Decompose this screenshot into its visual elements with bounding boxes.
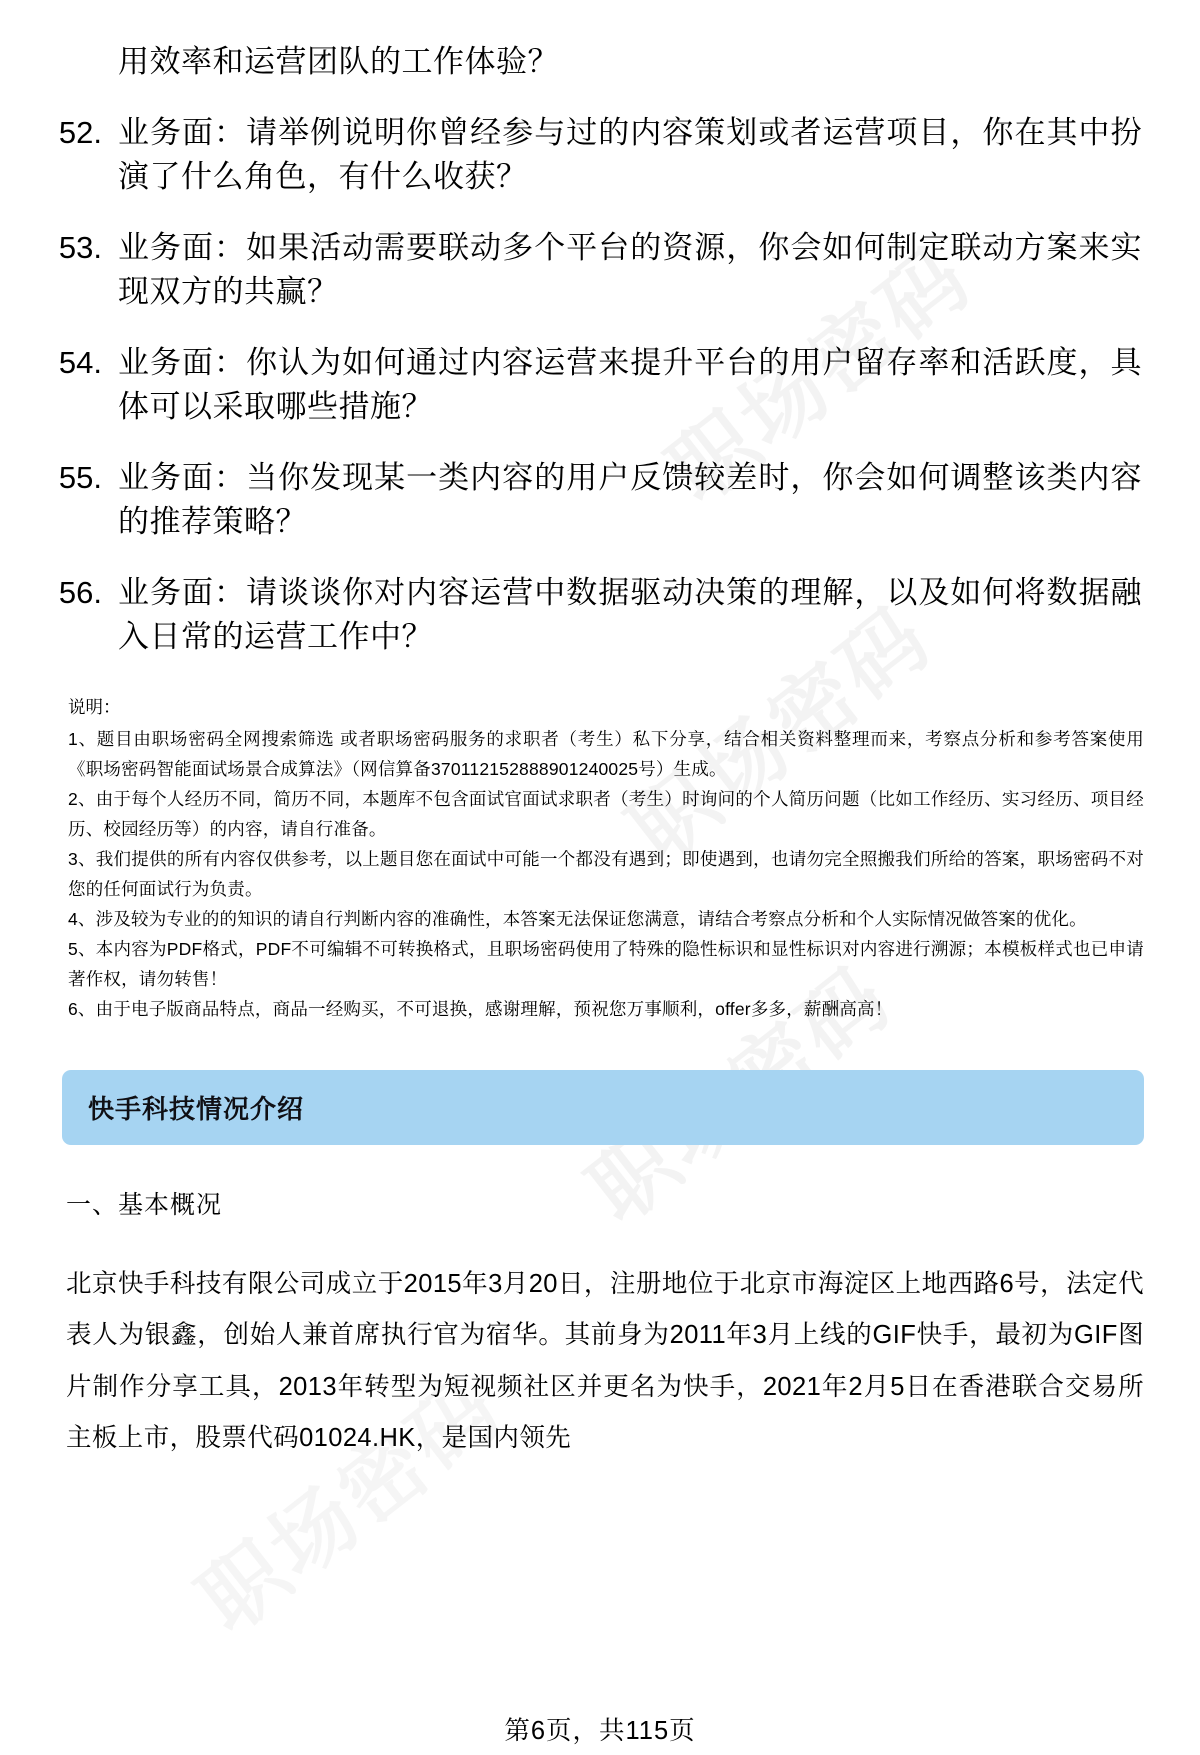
notes-title: 说明： <box>68 697 121 718</box>
question-text: 业务面：请谈谈你对内容运营中数据驱动决策的理解，以及如何将数据融入日常的运营工作中？ <box>118 575 1142 655</box>
page-footer: 第6页，共115页 <box>504 1717 696 1745</box>
section-banner: 快手科技情况介绍 <box>62 1070 1144 1145</box>
notes-list <box>68 724 1144 1025</box>
question-item <box>0 456 1200 544</box>
question-number: 55. <box>58 460 102 496</box>
note-item: 5、本内容为PDF格式，PDF不可编辑不可转换格式，且职场密码使用了特殊的隐性标识和显性标识对内容进行溯源；本模板样式也已申请著作权，请勿转售！ <box>68 939 1144 990</box>
question-number: 56. <box>58 575 102 611</box>
question-list <box>0 111 1200 659</box>
notes-block <box>0 693 1200 1024</box>
question-item <box>0 226 1200 314</box>
note-item: 6、由于电子版商品特点，商品一经购买，不可退换，感谢理解，预祝您万事顺利，offer多多，薪酬高高！ <box>68 999 893 1020</box>
question-item <box>0 111 1200 199</box>
note-item: 4、涉及较为专业的的知识的请自行判断内容的准确性，本答案无法保证您满意，请结合考察点分析和个人实际情况做答案的优化。 <box>68 909 1087 930</box>
note-item: 3、我们提供的所有内容仅供参考，以上题目您在面试中可能一个都没有遇到；即使遇到，也请勿完全照搬我们所给的答案，职场密码不对您的任何面试行为负责。 <box>68 848 1144 899</box>
question-text: 业务面：你认为如何通过内容运营来提升平台的用户留存率和活跃度，具体可以采取哪些措施？ <box>118 345 1142 425</box>
section-subtitle: 一、基本概况 <box>66 1191 223 1220</box>
note-item: 1、题目由职场密码全网搜索筛选 或者职场密码服务的求职者（考生）私下分享，结合相关资料整理而来，考察点分析和参考答案使用《职场密码智能面试场景合成算法》（网信算备370112152888901240025号）生成。 <box>68 728 1144 779</box>
question-number: 52. <box>58 115 102 151</box>
question-item <box>0 571 1200 659</box>
question-text: 业务面：如果活动需要联动多个平台的资源，你会如何制定联动方案来实现双方的共赢？ <box>118 230 1142 310</box>
note-item: 2、由于每个人经历不同，简历不同，本题库不包含面试官面试求职者（考生）时询问的个人简历问题（比如工作经历、实习经历、项目经历、校园经历等）的内容，请自行准备。 <box>68 788 1144 839</box>
question-number: 54. <box>58 345 102 381</box>
continued-question-text: 用效率和运营团队的工作体验？ <box>118 44 559 79</box>
question-text: 业务面：请举例说明你曾经参与过的内容策划或者运营项目，你在其中扮演了什么角色，有什么收获？ <box>118 115 1142 195</box>
question-number: 53. <box>58 230 102 266</box>
question-item <box>0 341 1200 429</box>
question-text: 业务面：当你发现某一类内容的用户反馈较差时，你会如何调整该类内容的推荐策略？ <box>118 460 1142 540</box>
section-paragraph: 北京快手科技有限公司成立于2015年3月20日，注册地位于北京市海淀区上地西路6号，法定代表人为银鑫，创始人兼首席执行官为宿华。其前身为2011年3月上线的GIF快手，最初为GIF图片制作分享工具，2013年转型为短视频社区并更名为快手，2021年2月5日在香港联合交易所主板上市，股票代码01024.HK，是国内领先 <box>66 1269 1144 1453</box>
